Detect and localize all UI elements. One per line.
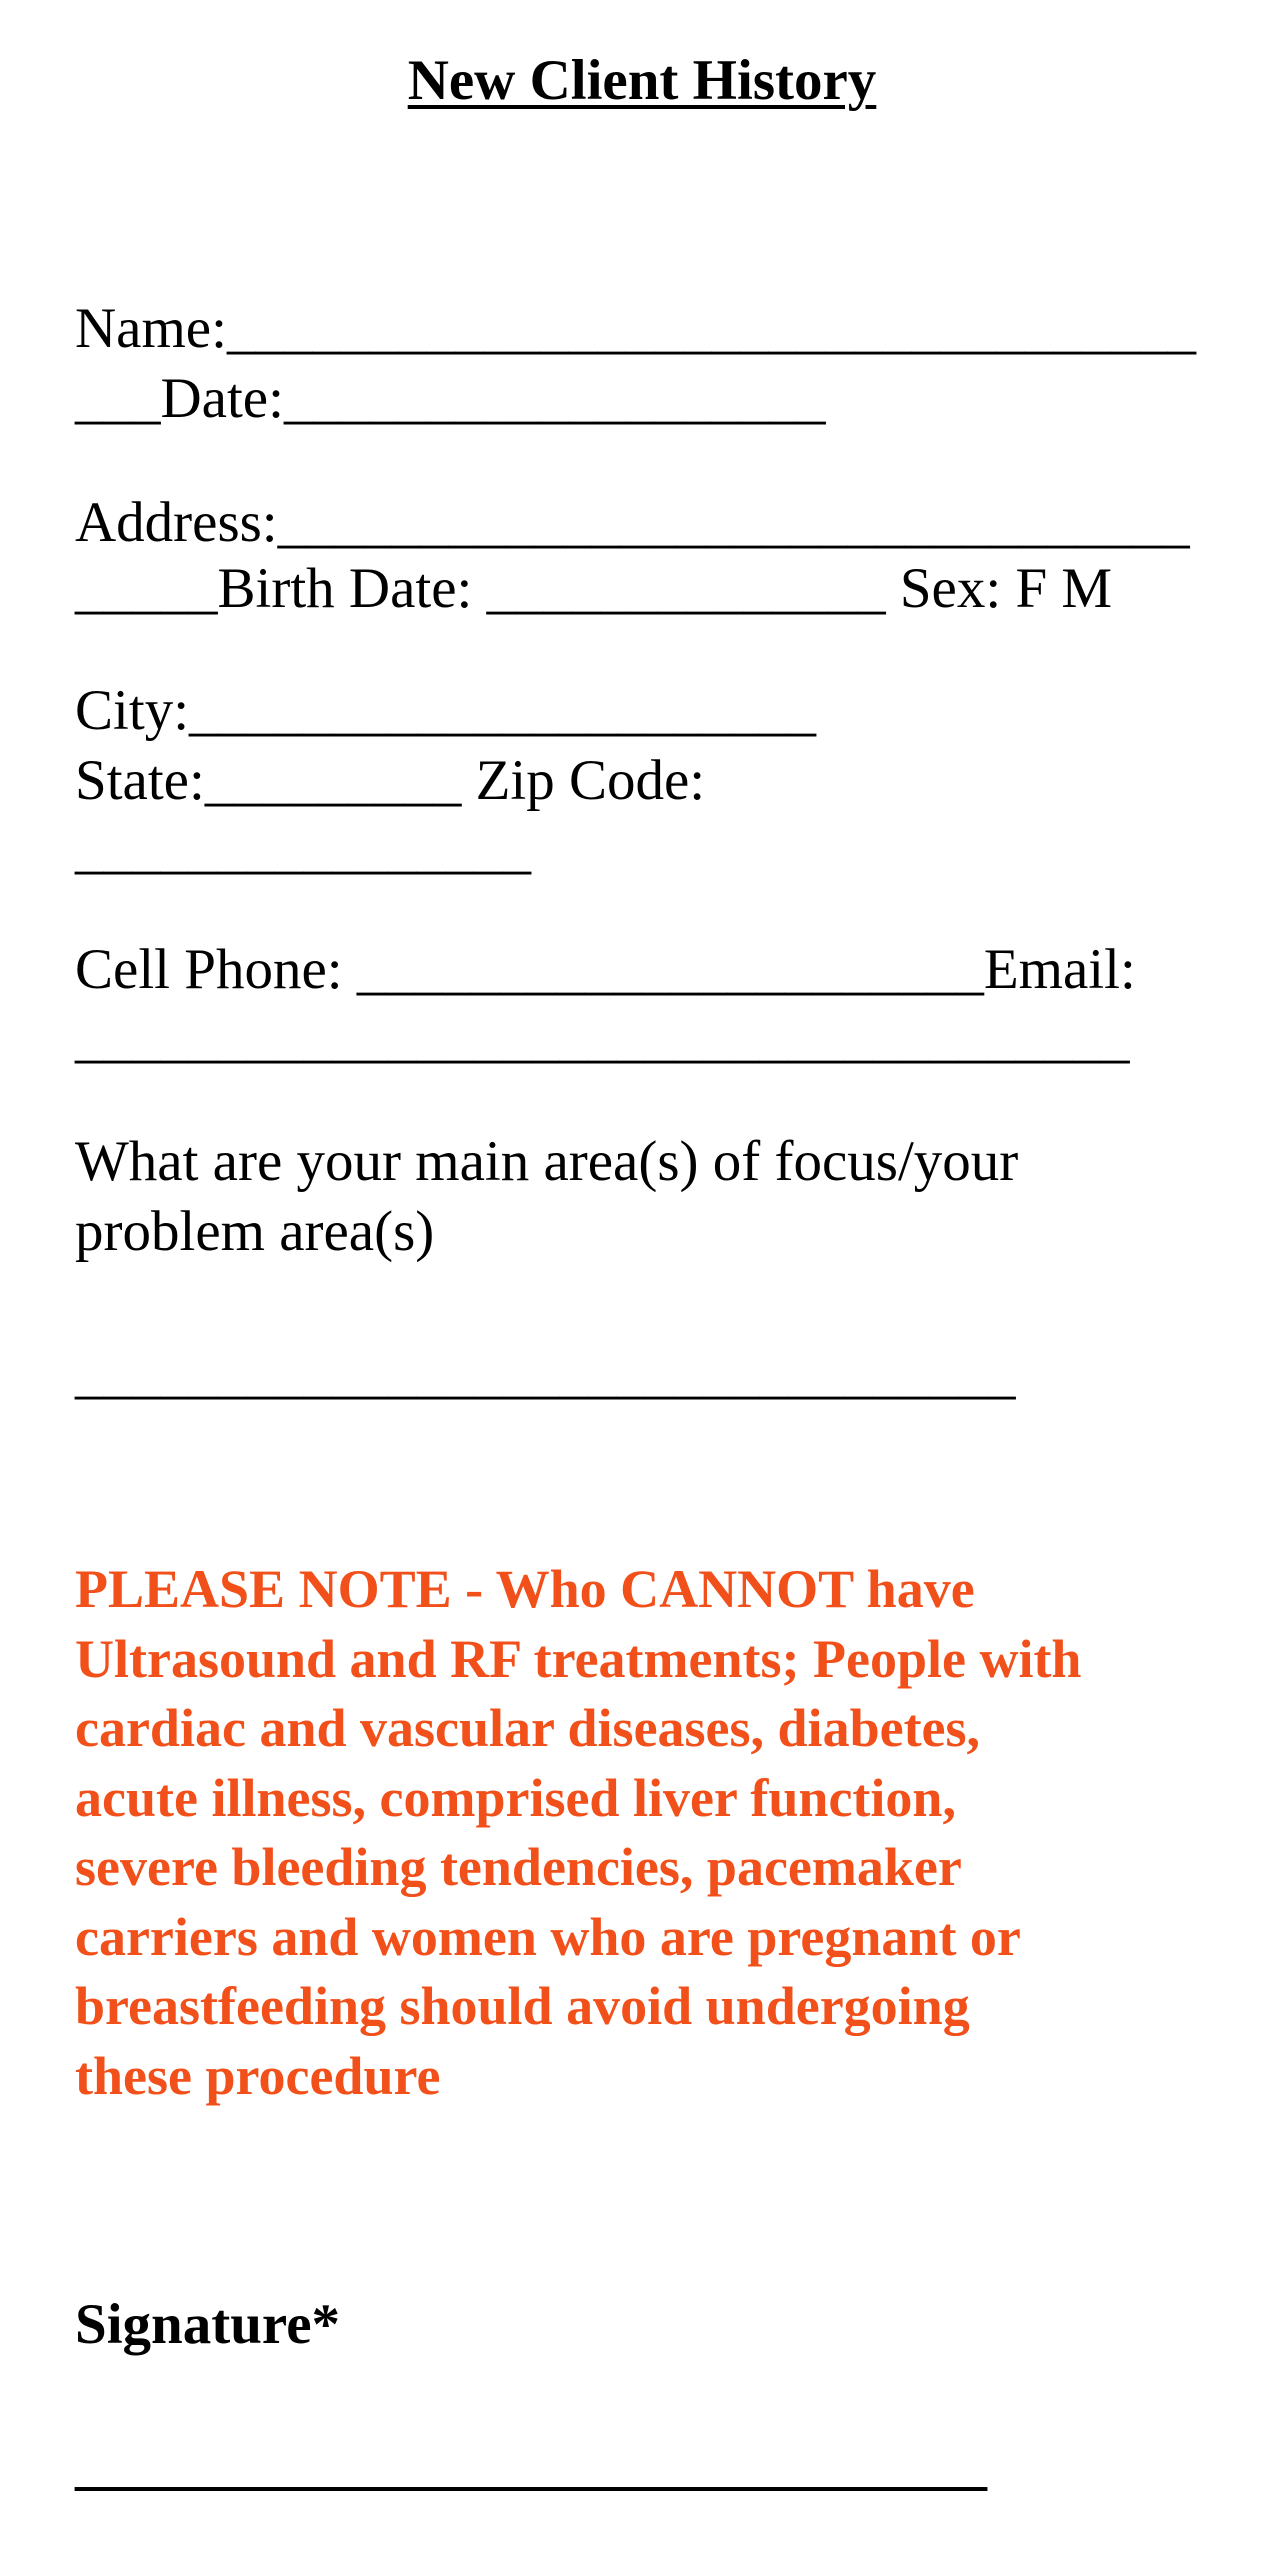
date-field[interactable]: ___________________ — [283, 367, 826, 430]
note-line: carriers and women who are pregnant or — [75, 1906, 1021, 1967]
signature-label: Signature* — [75, 2293, 340, 2356]
note-line: breastfeeding should avoid undergoing — [75, 1976, 970, 2036]
zip-code-label: Zip Code: — [475, 749, 706, 812]
note-line: Ultrasound and RF treatments; People with — [75, 1628, 1082, 1689]
zip-row — [75, 814, 531, 884]
address-row — [75, 488, 1190, 558]
birth-date-field[interactable]: ______________ — [486, 557, 886, 620]
name-field-continued[interactable]: ___ — [75, 367, 161, 430]
birth-date-label: Birth Date: — [217, 557, 473, 620]
contact-row — [75, 935, 1136, 1005]
email-row — [75, 1003, 1130, 1073]
name-label: Name: — [75, 297, 227, 360]
email-field[interactable]: _____________________________________ — [75, 1006, 1130, 1069]
cell-phone-field[interactable]: ______________________ — [356, 938, 984, 1001]
email-label: Email: — [983, 938, 1136, 1001]
focus-question-line-1: What are your main area(s) of focus/your — [75, 1130, 1019, 1193]
state-zip-row — [75, 746, 705, 816]
note-line: severe bleeding tendencies, pacemaker — [75, 1837, 962, 1897]
state-field[interactable]: _________ — [204, 749, 462, 812]
city-row — [75, 676, 816, 746]
date-label: Date: — [160, 367, 284, 430]
focus-answer-field[interactable]: _________________________________ — [75, 1342, 1016, 1405]
name-row — [75, 294, 1196, 364]
note-line: cardiac and vascular diseases, diabetes, — [75, 1698, 981, 1758]
sex-selector[interactable]: Sex: F M — [899, 557, 1113, 620]
form-title: New Client History — [407, 49, 877, 112]
name-field[interactable]: __________________________________ — [226, 297, 1196, 360]
address-field-continued[interactable]: _____ — [75, 557, 218, 620]
signature-field[interactable]: ________________________________ — [75, 2433, 987, 2496]
city-field[interactable]: ______________________ — [189, 679, 817, 742]
focus-question-line-2: problem area(s) — [75, 1200, 435, 1263]
city-label: City: — [75, 679, 190, 742]
note-line: PLEASE NOTE - Who CANNOT have — [75, 1559, 975, 1619]
date-row — [75, 364, 825, 434]
zip-code-field[interactable]: ________________ — [75, 817, 531, 880]
treatment-warning-note — [75, 1555, 1215, 2111]
address-label: Address: — [75, 491, 278, 554]
cell-phone-label: Cell Phone: — [75, 938, 343, 1001]
state-label: State: — [75, 749, 205, 812]
note-line: these procedure — [75, 2045, 441, 2106]
birth-sex-row — [75, 554, 1112, 624]
note-line: acute illness, comprised liver function, — [75, 1767, 956, 1828]
address-field[interactable]: ________________________________ — [277, 491, 1190, 554]
